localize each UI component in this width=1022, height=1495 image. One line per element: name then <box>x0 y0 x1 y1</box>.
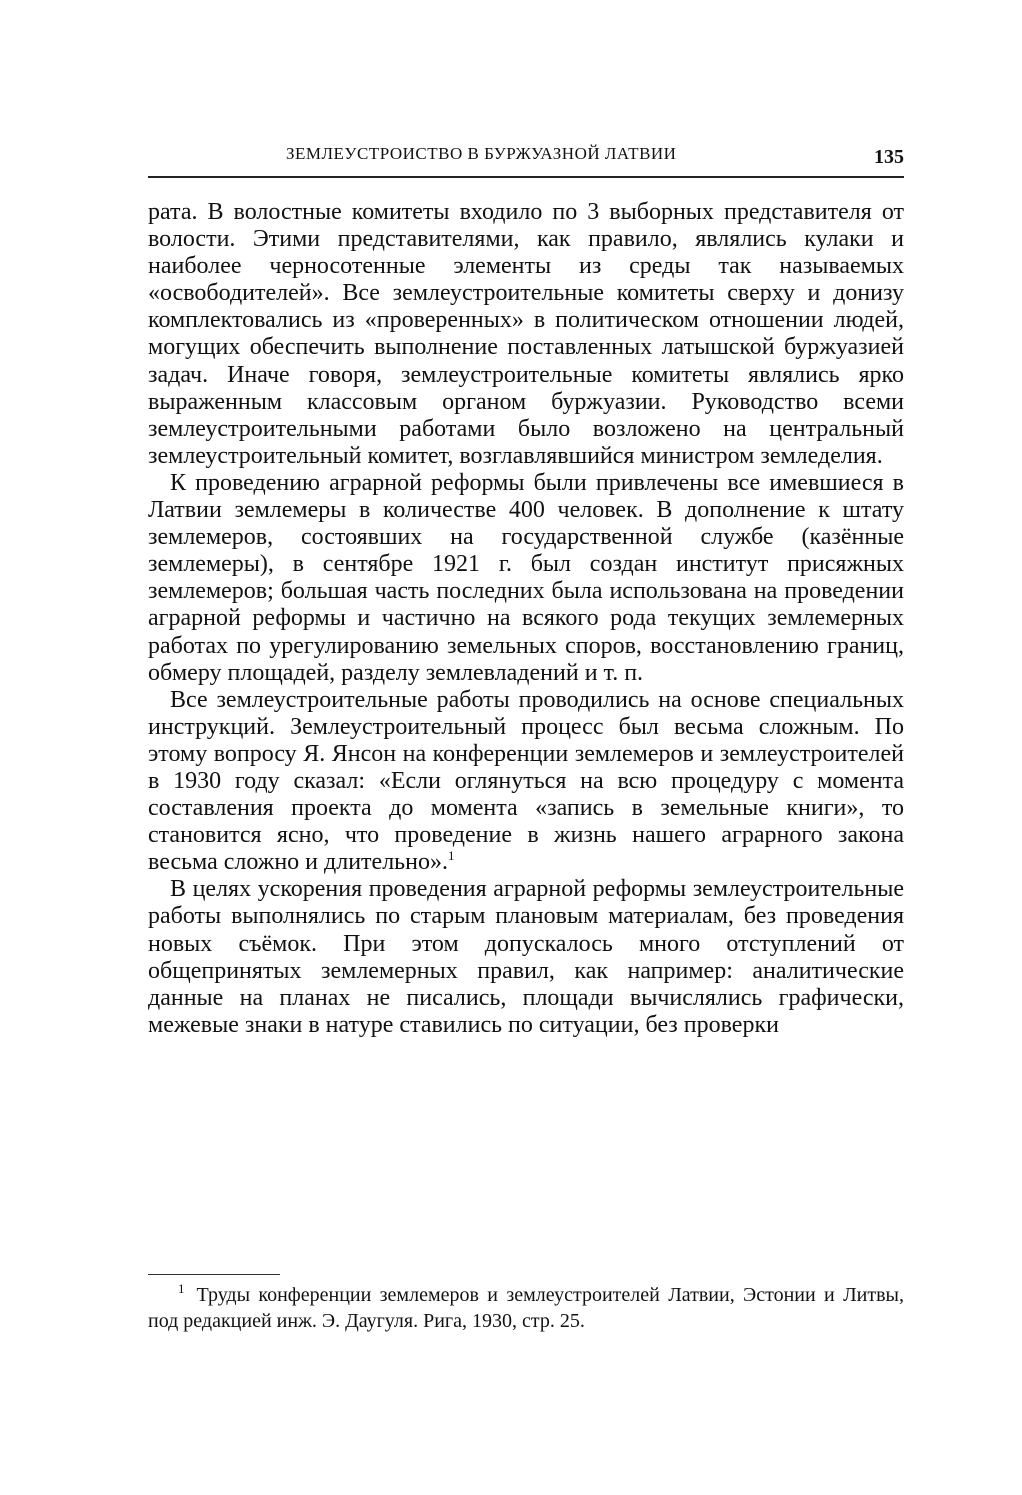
paragraph-3 <box>148 687 904 877</box>
paragraph-2: К проведению аграрной реформы были привлечены все имевшиеся в Латвии землемеры в количестве 400 человек. В дополнение к штату землемеров, состоявших на государственной службе (казённые землемеры), в сентябре 1921 г. был создан институт присяжных землемеров; большая часть последних была использована на проведении аграрной реформы и частично на всякого рода текущих землемерных работах по урегулированию земельных споров, восстановлению границ, обмеру площадей, разделу землевладений и т. п. <box>148 469 904 686</box>
footnote-rule <box>148 1274 280 1275</box>
paragraph-1: рата. В волостные комитеты входило по 3 выборных представителя от волости. Этими представителями, как правило, являлись кулаки и наиболее черносотенные элементы из среды так называемых «освободителей». Все землеустроительные комитеты сверху и донизу комплектовались из «проверенных» в политическом отношении людей, могущих обеспечить выполнение поставленных латышской буржуазией задач. Иначе говоря, землеустроительные комитеты являлись ярко выраженным классовым органом буржуазии. Руководство всеми землеустроительными работами было возложено на центральный землеустроительный комитет, возглавлявшийся министром земледелия. <box>148 199 904 469</box>
page-number: 135 <box>874 146 904 168</box>
footnote <box>148 1282 904 1334</box>
page-header <box>148 140 904 174</box>
footnote-mark: 1 <box>178 1281 185 1297</box>
running-title: ЗЕМЛЕУСТРОИСТВО В БУРЖУАЗНОЙ ЛАТВИИ <box>286 144 677 163</box>
paragraph-4: В целях ускорения проведения аграрной реформы землеустроительные работы выполнялись по старым плановым материалам, без проведения новых съёмок. При этом допускалось много отступлений от общепринятых землемерных правил, как например: аналитические данные на планах не писались, площади вычислялись графически, межевые знаки в натуре ставились по ситуации, без проверки <box>148 876 904 1038</box>
paragraph-3-text: Все землеустроительные работы проводились на основе специальных инструкций. Землеустроительный процесс был весьма сложным. По этому вопросу Я. Янсон на конференции землемеров и землеустроителей в 1930 году сказал: «Если оглянуться на всю процедуру с момента составления проекта до момента «запись в земельные книги», то становится ясно, что проведение в жизнь нашего аграрного закона весьма сложно и длительно». <box>148 686 904 876</box>
footnote-text: Труды конференции землемеров и землеустроителей Латвии, Эстонии и Литвы, под редакцией инж. Э. Даугуля. Рига, 1930, стр. 25. <box>148 1284 904 1332</box>
footnote-reference: 1 <box>447 848 455 864</box>
body-text <box>148 199 904 1039</box>
header-rule <box>148 176 904 178</box>
